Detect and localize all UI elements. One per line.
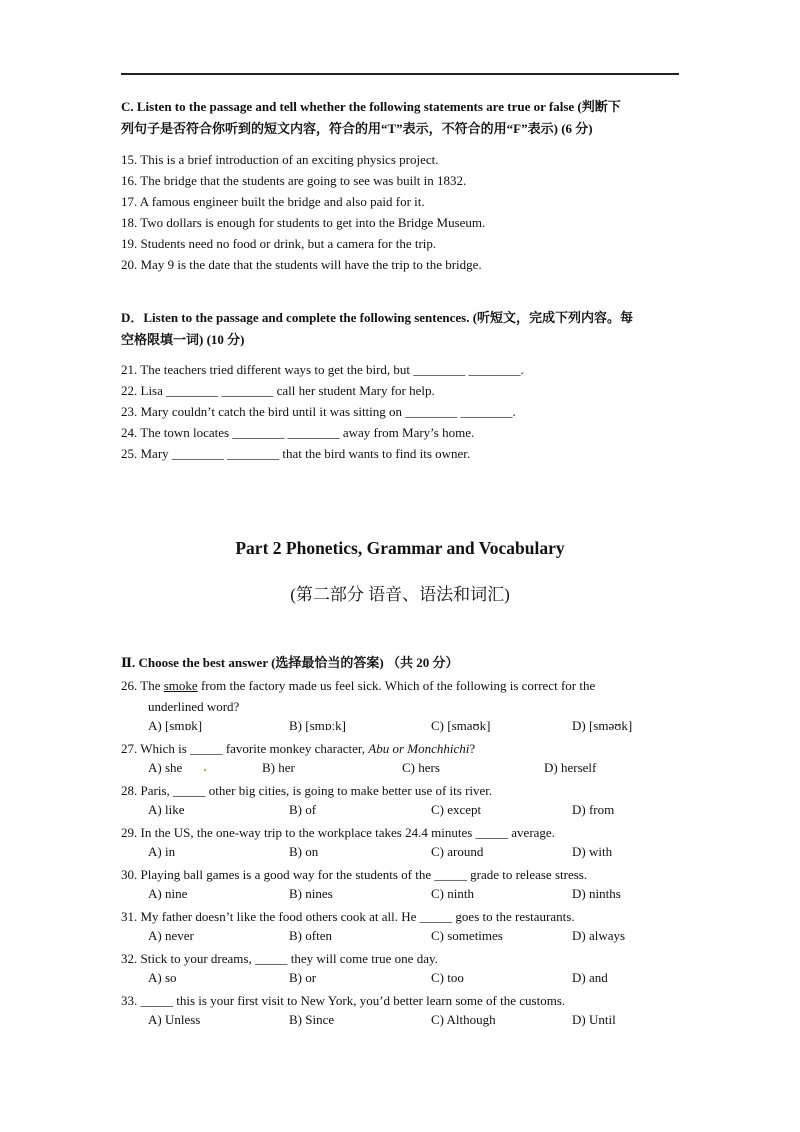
- q30-option-c[interactable]: C) ninth: [431, 886, 474, 901]
- q28-option-a[interactable]: A) like: [148, 802, 185, 817]
- q33-option-c[interactable]: C) Although: [431, 1012, 496, 1027]
- q32-option-b[interactable]: B) or: [289, 970, 317, 985]
- q27-italic-names: Abu or Monchhichi: [368, 741, 470, 756]
- q26-option-a[interactable]: A) [smɒk]: [148, 718, 203, 733]
- question-20: 20. May 9 is the date that the students will have the trip to the bridge.: [121, 257, 482, 272]
- q27-option-a[interactable]: A) she: [148, 760, 183, 775]
- question-29: 29. In the US, the one-way trip to the workplace takes 24.4 minutes _____ average.: [121, 825, 555, 840]
- part-subtitle: (第二部分 语音、语法和词汇): [290, 585, 510, 604]
- q29-option-c[interactable]: C) around: [431, 844, 484, 859]
- q26-stem-continuation: underlined word?: [148, 699, 240, 714]
- question-19: 19. Students need no food or drink, but a camera for the trip.: [121, 236, 437, 251]
- q26-option-b[interactable]: B) [smɒːk]: [289, 718, 346, 733]
- q27-option-c[interactable]: C) hers: [402, 760, 440, 775]
- q32-option-c[interactable]: C) too: [431, 970, 464, 985]
- q30-option-b[interactable]: B) nines: [289, 886, 333, 901]
- q26-underlined-word: smoke: [163, 678, 198, 693]
- q26-stem-start: 26. The: [121, 678, 164, 693]
- part-title: Part 2 Phonetics, Grammar and Vocabulary: [235, 538, 565, 558]
- q31-option-c[interactable]: C) sometimes: [431, 928, 503, 943]
- q30-option-d[interactable]: D) ninths: [572, 886, 621, 901]
- q33-option-d[interactable]: D) Until: [572, 1012, 616, 1027]
- q27-stem-start: 27. Which is _____ favorite monkey character,: [121, 741, 369, 756]
- q31-option-a[interactable]: A) never: [148, 928, 194, 943]
- q31-option-d[interactable]: D) always: [572, 928, 626, 943]
- question-18: 18. Two dollars is enough for students to get into the Bridge Museum.: [121, 215, 486, 230]
- q30-option-a[interactable]: A) nine: [148, 886, 188, 901]
- q28-option-c[interactable]: C) except: [431, 802, 482, 817]
- question-31: 31. My father doesn’t like the food others cook at all. He _____ goes to the restaurants.: [121, 909, 575, 924]
- q26-option-d[interactable]: D) [sməʊk]: [572, 718, 633, 733]
- q33-option-a[interactable]: A) Unless: [148, 1012, 201, 1027]
- question-25: 25. Mary ________ ________ that the bird wants to find its owner.: [121, 446, 471, 461]
- section-c-heading-line2: 列句子是否符合你听到的短文内容，符合的用“T”表示，不符合的用“F”表示) (6 分): [121, 121, 593, 136]
- q29-option-d[interactable]: D) with: [572, 844, 613, 859]
- q26-option-c[interactable]: C) [smaʊk]: [431, 718, 491, 733]
- q27-option-d[interactable]: D) herself: [544, 760, 597, 775]
- q32-option-d[interactable]: D) and: [572, 970, 608, 985]
- question-15: 15. This is a brief introduction of an exciting physics project.: [121, 152, 439, 167]
- q32-option-a[interactable]: A) so: [148, 970, 177, 985]
- question-33: 33. _____ this is your first visit to New York, you’d better learn some of the customs.: [121, 993, 566, 1008]
- section-d-heading-line2: 空格限填一词) (10 分): [121, 332, 245, 347]
- question-28: 28. Paris, _____ other big cities, is going to make better use of its river.: [121, 783, 493, 798]
- question-26: [121, 675, 679, 696]
- question-23: 23. Mary couldn’t catch the bird until it was sitting on ________ ________.: [121, 404, 516, 419]
- question-22: 22. Lisa ________ ________ call her student Mary for help.: [121, 383, 435, 398]
- top-rule: [121, 73, 679, 75]
- question-24: 24. The town locates ________ ________ away from Mary’s home.: [121, 425, 475, 440]
- q27-option-b[interactable]: B) her: [262, 760, 295, 775]
- q31-option-b[interactable]: B) often: [289, 928, 332, 943]
- section-d-heading-line1: D．Listen to the passage and complete the following sentences. (听短文，完成下列内容。每: [121, 310, 634, 325]
- question-32: 32. Stick to your dreams, _____ they will come true one day.: [121, 951, 438, 966]
- question-27: [121, 738, 475, 759]
- q28-option-b[interactable]: B) of: [289, 802, 317, 817]
- q29-option-b[interactable]: B) on: [289, 844, 319, 859]
- q33-option-b[interactable]: B) Since: [289, 1012, 335, 1027]
- stray-mark: [204, 769, 206, 771]
- q26-stem-end: from the factory made us feel sick. Which of the following is correct for the: [197, 678, 596, 693]
- q29-option-a[interactable]: A) in: [148, 844, 176, 859]
- q28-option-d[interactable]: D) from: [572, 802, 615, 817]
- question-17: 17. A famous engineer built the bridge and also paid for it.: [121, 194, 425, 209]
- question-16: 16. The bridge that the students are going to see was built in 1832.: [121, 173, 467, 188]
- section-ii-heading: Ⅱ. Choose the best answer (选择最恰当的答案) （共 20 分）: [121, 655, 459, 670]
- question-21: 21. The teachers tried different ways to get the bird, but ________ ________.: [121, 362, 524, 377]
- section-c-heading-line1: C. Listen to the passage and tell whether the following statements are true or false (判断下: [121, 99, 621, 114]
- question-30: 30. Playing ball games is a good way for the students of the _____ grade to release stress.: [121, 867, 588, 882]
- q27-stem-end: ?: [469, 741, 476, 756]
